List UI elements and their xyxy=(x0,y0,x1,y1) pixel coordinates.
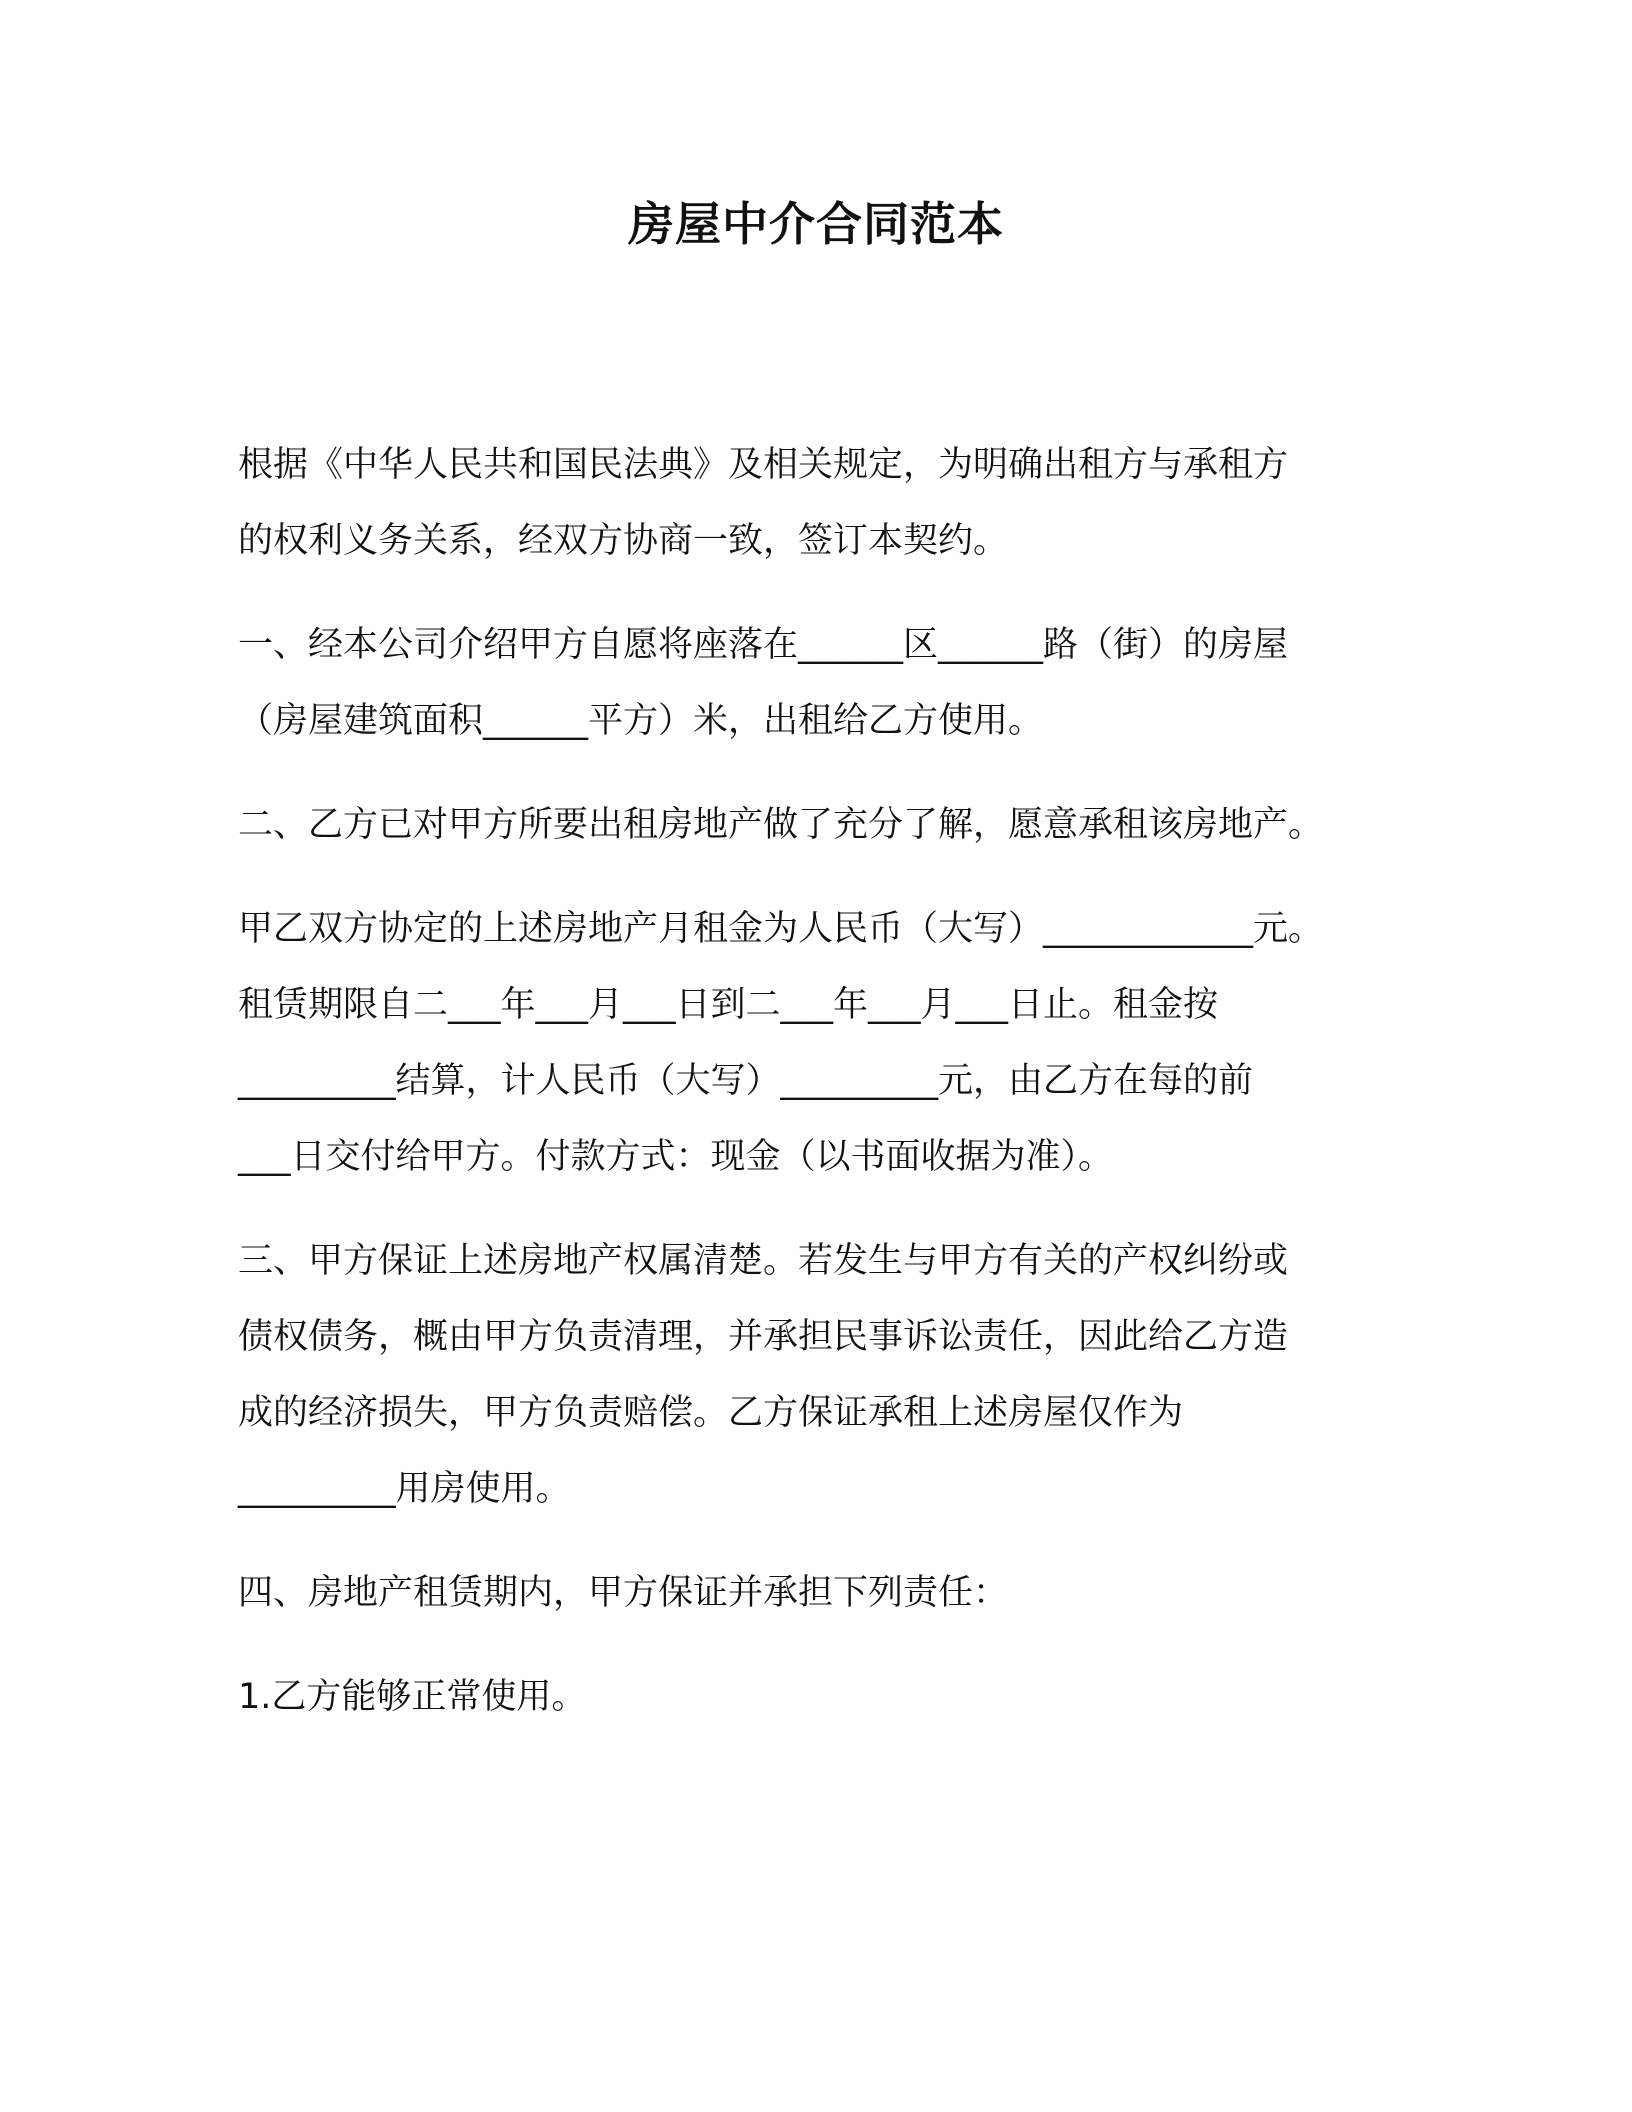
rent-line-3: _________结算，计人民币（大写）_________元，由乙方在每的前 xyxy=(238,1061,1254,1101)
preamble-line-1: 根据《中华人民共和国民法典》及相关规定，为明确出租方与承租方 xyxy=(238,445,1289,485)
clause-3-line-2: 债权债务，概由甲方负责清理，并承担民事诉讼责任，因此给乙方造 xyxy=(238,1317,1289,1357)
clause-4-item-1: 1.乙方能够正常使用。 xyxy=(238,1677,587,1717)
rent-line-4: ___日交付给甲方。付款方式：现金（以书面收据为准）。 xyxy=(238,1137,1114,1177)
rent-line-1: 甲乙双方协定的上述房地产月租金为人民币（大写）____________元。 xyxy=(238,909,1324,949)
clause-3-line-4: _________用房使用。 xyxy=(238,1469,571,1509)
clause-1-line-1: 一、经本公司介绍甲方自愿将座落在______区______路（街）的房屋 xyxy=(238,625,1289,665)
clause-2-line-1: 二、乙方已对甲方所要出租房地产做了充分了解，愿意承租该房地产。 xyxy=(238,805,1324,845)
clause-3-line-3: 成的经济损失，甲方负责赔偿。乙方保证承租上述房屋仅作为 xyxy=(238,1393,1184,1433)
clause-1-line-2: （房屋建筑面积______平方）米，出租给乙方使用。 xyxy=(238,701,1044,741)
document-title: 房屋中介合同范本 xyxy=(628,197,1004,251)
clause-4-line-1: 四、房地产租赁期内，甲方保证并承担下列责任： xyxy=(238,1573,1009,1613)
clause-3-line-1: 三、甲方保证上述房地产权属清楚。若发生与甲方有关的产权纠纷或 xyxy=(238,1241,1289,1281)
preamble-line-2: 的权利义务关系，经双方协商一致，签订本契约。 xyxy=(238,521,1009,561)
rent-line-2: 租赁期限自二___年___月___日到二___年___月___日止。租金按 xyxy=(238,985,1219,1025)
